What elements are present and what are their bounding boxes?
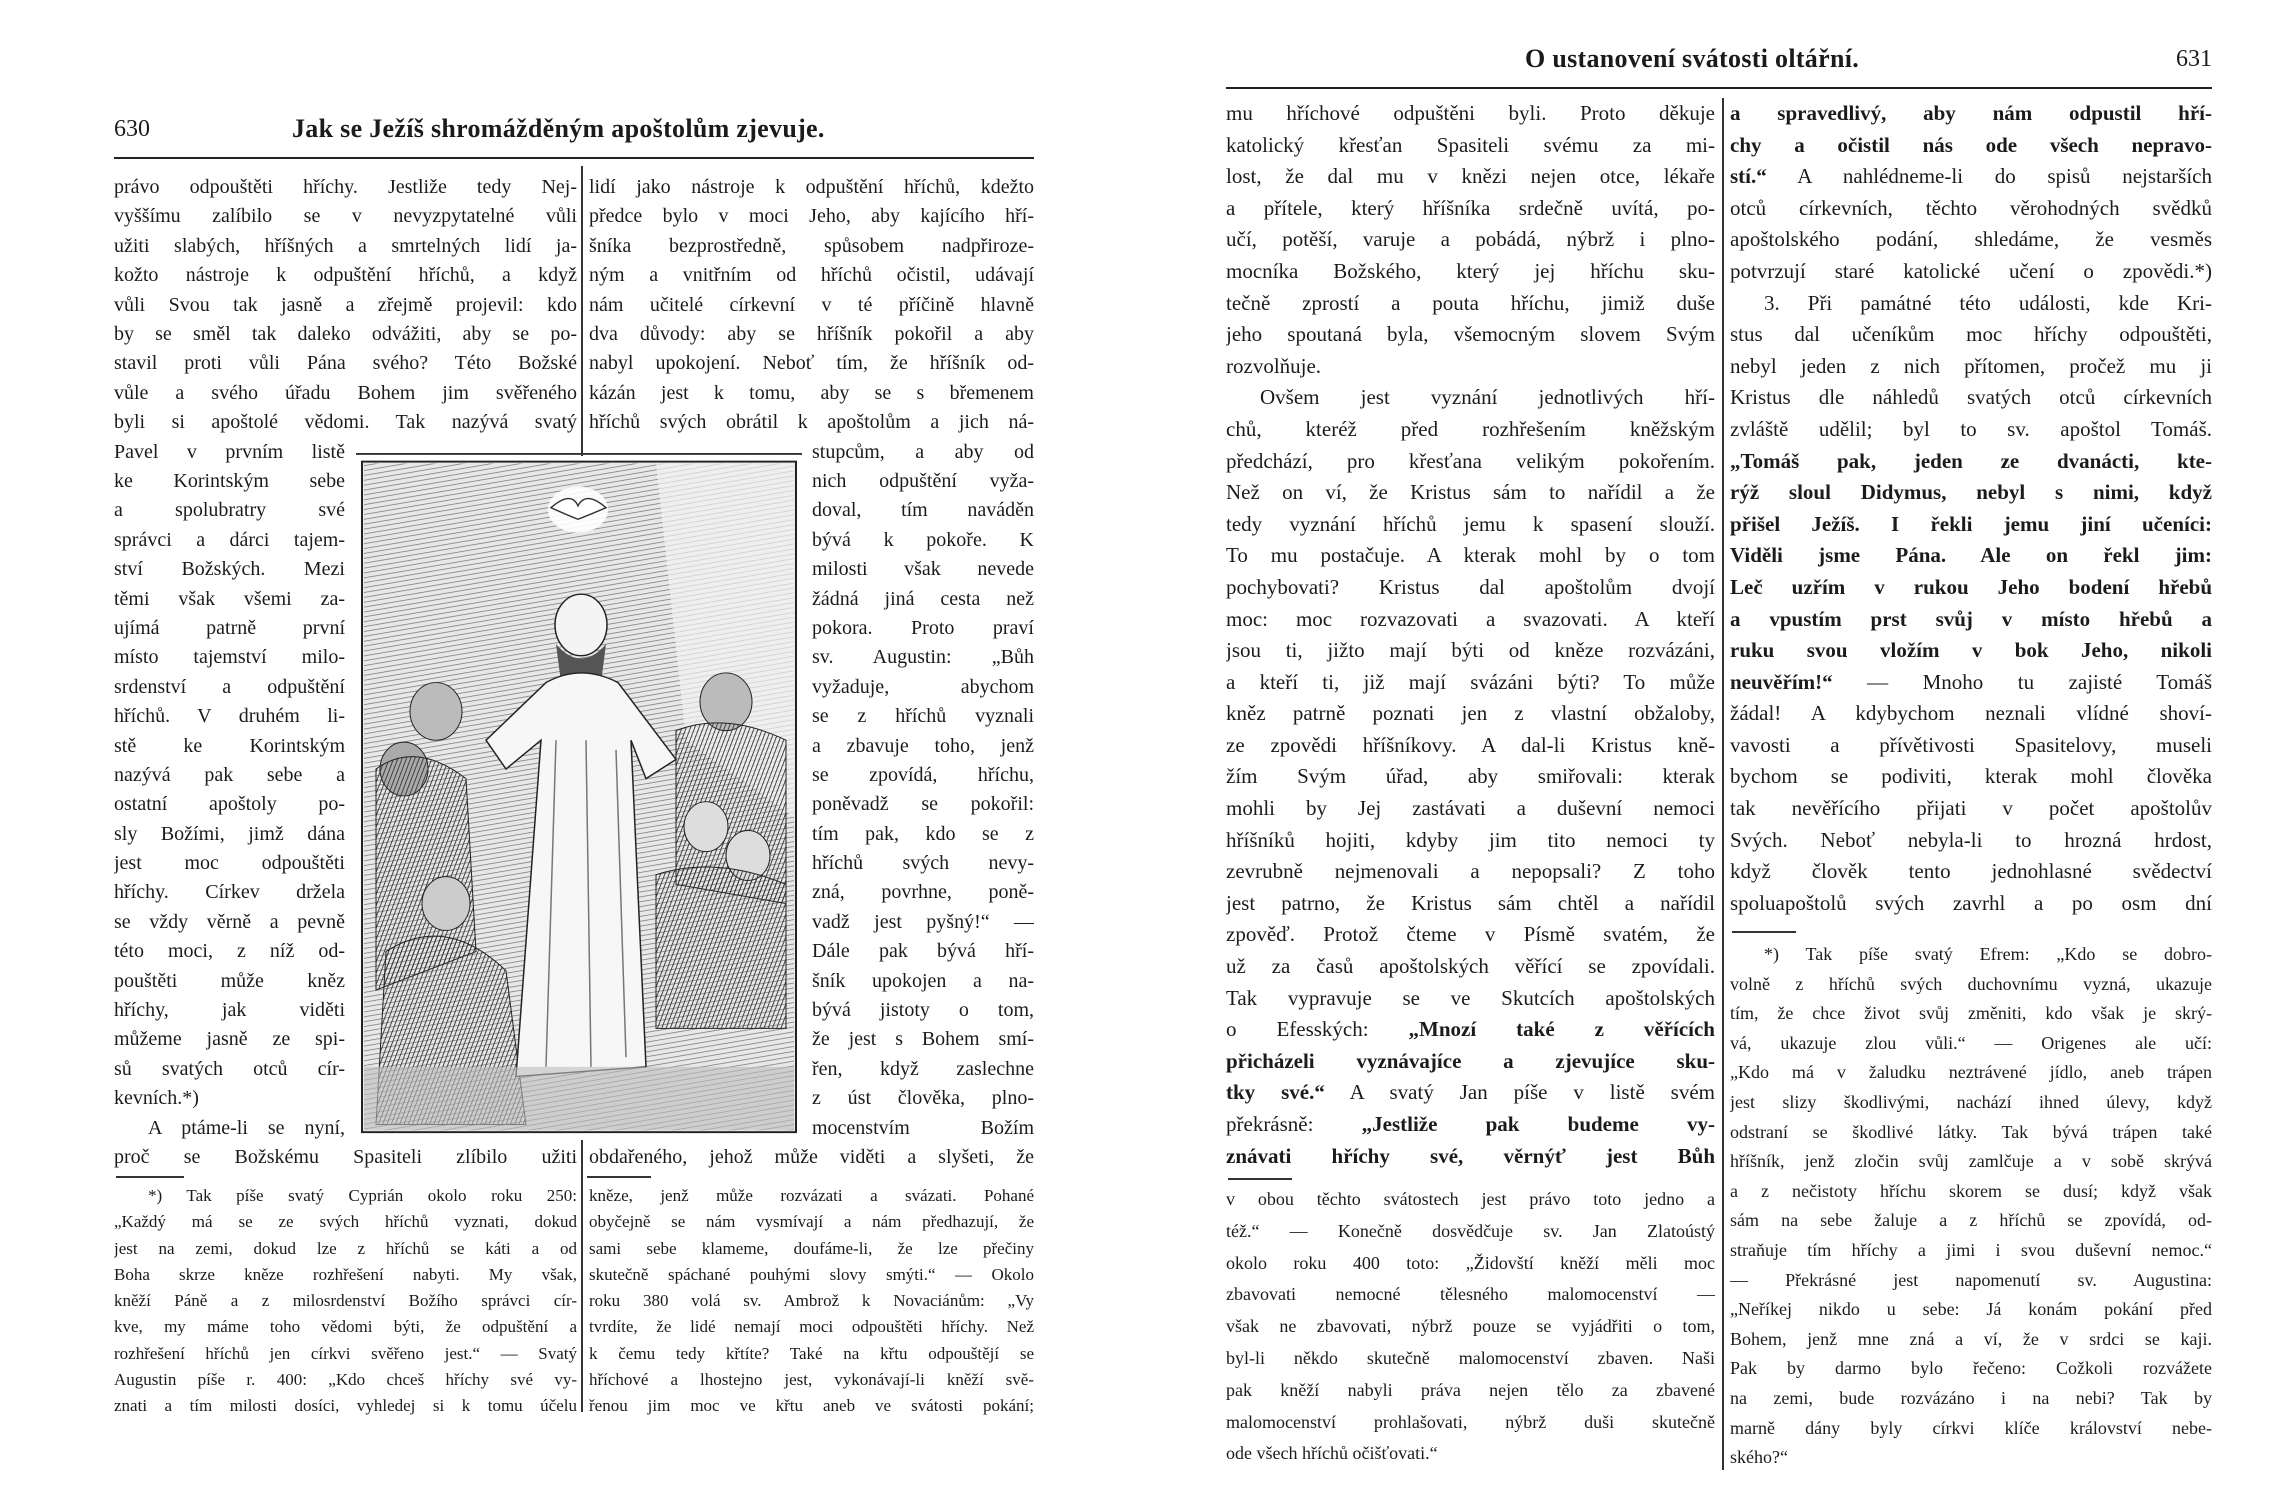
left-page-col2-narrow: [812, 438, 1034, 1143]
text-line: A ptáme-li se nyní,: [148, 1116, 345, 1139]
header-rule-right: [1226, 87, 2212, 89]
text-line: rozhřešení hříchů jen církvi svěřeno jest.“ — Svatý: [114, 1343, 577, 1363]
text-line: *) Tak píše svatý Cyprián okolo roku 250:: [148, 1186, 577, 1205]
header-rule-left: [114, 157, 1034, 159]
text-line: odstraní se škodlivé látky. Tak bývá trápen také: [1730, 1121, 2212, 1142]
text-line: hříchy. Církev držela: [114, 881, 345, 904]
text-line: sly Božími, jimž dána: [114, 822, 345, 845]
bold-text: ruku svou vložím v bok Jeho, nikoli: [1730, 638, 2212, 663]
text-line: kněží Páně a z milosrdenství Božího správci cír-: [114, 1291, 577, 1311]
text-line: hříchy, jak viděti: [114, 999, 345, 1022]
text-line: bývá jistoty o tom,: [812, 999, 1034, 1022]
text-line: zevrubně nejmenovali a nepopsali? Z toho: [1226, 859, 1715, 884]
text-line: a z nečistoty hříchu skorem se dusí; když však: [1730, 1180, 2212, 1201]
text-line: pak kněží nabyli práva nejen tělo za zbavené: [1226, 1379, 1715, 1400]
text-line: zpověď. Protož čteme v Písmě svatém, že: [1226, 922, 1715, 947]
text-line: jest slizy škodlivými, nachází ihned úlevy, když: [1730, 1091, 2212, 1112]
left-page-col2-bottom: [589, 1143, 1034, 1172]
text-line: řenou jim moc ve křtu aneb ve svátosti pokání;: [589, 1396, 1034, 1416]
right-page-col2: [1730, 98, 2212, 919]
text-line: ze zpovědi hříšníkovy. A dal-li Kristus kně-: [1226, 732, 1715, 757]
left-page-col1-bottom: [114, 1143, 577, 1172]
text-line: [1730, 98, 2212, 130]
text-line: Ovšem jest vyznání jednotlivých hří-: [1260, 385, 1715, 410]
footnote-rule-left-col2: [587, 1176, 651, 1178]
text-line: roku 380 volá sv. Ambrož k Novaciánům: „Vy: [589, 1291, 1034, 1311]
bold-text: Leč uzřím v rukou Jeho bodení hřebů: [1730, 574, 2212, 599]
text-line: byl-li někdo skutečně malomocenství zbaven. Naši: [1226, 1347, 1715, 1368]
text-line: a spolubratry své: [114, 499, 345, 522]
text-line: Dále pak bývá hří-: [812, 940, 1034, 963]
text-line: kněz patrně poznati jen z vlastní obžaloby,: [1226, 701, 1715, 726]
text-line: Než on ví, že Kristus sám to nařídil a že: [1226, 480, 1715, 505]
engraving-illustration: [356, 452, 802, 1136]
text-line: žádná jiná cesta než: [812, 587, 1034, 610]
text-line: na zemi, bude rozvázáno i na nebi? Tak by: [1730, 1387, 2212, 1408]
text-line: vůli Svou tak jasně a zřejmě projevil: kdo: [114, 293, 577, 316]
dove-icon: [548, 487, 608, 533]
text-line: kevních.*): [114, 1087, 199, 1110]
text-line: mu hříchové odpuštěni byli. Proto děkuje: [1226, 101, 1715, 125]
text-line: též.“ — Konečně dosvědčuje sv. Jan Zlatoústý: [1226, 1220, 1715, 1241]
text-line: nich odpuštění vyža-: [812, 469, 1034, 492]
text-line: tím pak, kdo se z: [812, 822, 1034, 845]
page-number-right: 631: [2176, 46, 2212, 72]
text-line: těmi však všemi za-: [114, 587, 345, 610]
text-line: Svých. Neboť nebyla-li to hrozná hrdost,: [1730, 827, 2212, 852]
text-line: dva důvody: aby se hříšník pokořil a aby: [589, 322, 1034, 345]
text-line: Kristus dle náhledů svatých otců církevních: [1730, 385, 2212, 410]
text-line: sami sebe klameme, doufáme-li, že lze přečiny: [589, 1238, 1034, 1258]
text-line: hříšník, jenž zločin svůj zamlčuje a v sobě skrývá: [1730, 1151, 2212, 1172]
text-line: pokora. Proto praví: [812, 616, 1034, 639]
text-line: sů svatých otců cír-: [114, 1057, 345, 1080]
text-line: [1730, 477, 2212, 509]
text-line: — Překrásné jest napomenutí sv. Augustina:: [1730, 1269, 2212, 1290]
running-head-left: Jak se Ježíš shromážděným apoštolům zjevuje.: [292, 114, 825, 143]
text-line: katolický křesťan Spasiteli svému za mi-: [1226, 132, 1715, 157]
bold-text: tky své.“: [1226, 1080, 1325, 1105]
text-line: užiti slabých, hříšných a smrtelných lidí ja-: [114, 234, 577, 257]
text-line: tak nevěřícího přijati v počet apoštolův: [1730, 796, 2212, 821]
text-line: bývá k pokoře. K: [812, 528, 1034, 551]
text-line: Pak by darmo bylo řečeno: Cožkoli rozvážete: [1730, 1358, 2212, 1379]
text-line: šník upokojen a na-: [812, 969, 1034, 992]
left-page-col1-top: [114, 173, 577, 438]
text-line: [1730, 130, 2212, 162]
right-page-footnote-col2: [1730, 940, 2212, 1473]
bold-text: a spravedlivý, aby nám odpustil hří-: [1730, 101, 2212, 125]
text-line: [1226, 1046, 1715, 1078]
text-line: malomocenství prohlašovati, nýbrž duši skutečně: [1226, 1411, 1715, 1432]
text-line: tedy vyznání hříchů jemu k spasení slouží.: [1226, 511, 1715, 536]
text-line: žádal! A kdybychom neznali vlídné shoví-: [1730, 701, 2212, 726]
text-line: chů, kteréž před rozhřešením kněžským: [1226, 416, 1715, 441]
text-line: [1730, 540, 2212, 572]
bold-text: přicházeli vyznávajíce a zjevujíce sku-: [1226, 1048, 1715, 1073]
text-line: pouštěti může kněz: [114, 969, 345, 992]
text-line: marně dány byly církvi klíče království nebe-: [1730, 1417, 2212, 1438]
text-line: však ne zbavovati, nýbrž pouze se vyjádřiti o tom,: [1226, 1316, 1715, 1337]
bold-text: a vpustím prst svůj v místo hřebů a: [1730, 606, 2212, 631]
text-line: zvláště udělil; byl to sv. apoštol Tomáš.: [1730, 416, 2212, 441]
text-line: kněze, jenž může rozvázati a svázati. Pohané: [589, 1186, 1034, 1205]
text-line: jsou ti, jižto mají býti od kněze rozvázáni,: [1226, 638, 1715, 663]
text-line: můžeme jasně ze spi-: [114, 1028, 345, 1051]
text-line: spoluapoštolů svých zavrhl a po osm dní: [1730, 890, 2212, 915]
text-line: nabyl upokojení. Neboť tím, že hříšník od-: [589, 352, 1034, 375]
text-line: kožto nástroje k odpuštění hříchů, a když: [114, 264, 577, 287]
text-line: Tak vypravuje se ve Skutcích apoštolských: [1226, 985, 1715, 1010]
text-line: když člověk tento jednohlasné svědectví: [1730, 859, 2212, 884]
bold-text: stí.“: [1730, 164, 1767, 189]
text-line: neuvěřím!“ — Mnoho tu zajisté Tomáš: [1730, 669, 2212, 694]
text-line: vadž jest pyšný!“ —: [812, 910, 1034, 933]
text-line: [1730, 572, 2212, 604]
text-line: jest moc odpouštěti: [114, 852, 345, 875]
text-line: k čemu tedy křtíte? Také na křtu odpouštějí se: [589, 1343, 1034, 1363]
text-line: se vždy věrně a pevně: [114, 910, 345, 933]
text-line: volně z hříchů svých duchovnímu vyzná, ukazuje: [1730, 973, 2212, 994]
bold-text: „Jestliže pak budeme vy-: [1361, 1112, 1715, 1136]
text-line: pochybovati? Kristus dal apoštolům dvojí: [1226, 574, 1715, 599]
text-line: stí.“ A nahlédneme-li do spisů nejstarších: [1730, 164, 2212, 189]
text-line: hříchové a lhostejno jest, vykonávají-li kněží svě-: [589, 1370, 1034, 1390]
text-line: lost, že dal mu v knězi nejen otce, lékaře: [1226, 164, 1715, 189]
text-line: a kteří ti, již mají svázáni býti? To může: [1226, 669, 1715, 694]
text-line: „Každý má se ze svých hříchů vyznati, dokud: [114, 1212, 577, 1232]
text-line: kázán jest k tomu, aby se s břemenem: [589, 381, 1034, 404]
text-line: apoštolského podání, shledáme, že vesměs: [1730, 227, 2212, 252]
text-line: vyššímu zalíbilo se v nevyzpytatelné vůli: [114, 205, 577, 228]
text-line: nebyl jeden z nich přítomen, pročež mu ji: [1730, 353, 2212, 378]
text-line: „Neříkej nikdo u sebe: Já konám pokání před: [1730, 1299, 2212, 1320]
text-line: stus dal učeníkům moc hříchy odpouštěti,: [1730, 322, 2212, 347]
text-line: ostatní apoštoly po-: [114, 793, 345, 816]
text-line: vavosti a přívětivosti Spasitelovy, museli: [1730, 732, 2212, 757]
text-line: této moci, z níž od-: [114, 940, 345, 963]
text-line: [1730, 446, 2212, 478]
text-line: tvrdíte, že lidé nemají moci odpouštěti hříchy. Než: [589, 1317, 1034, 1337]
text-line: se zpovídá, hříchu,: [812, 763, 1034, 786]
text-line: srdenství a odpuštění: [114, 675, 345, 698]
text-line: [1730, 604, 2212, 636]
text-line: a přítele, který hříšníka srdečně uvítá, po-: [1226, 195, 1715, 220]
text-line: stupcům, a aby od: [812, 440, 1034, 463]
text-line: okolo roku 400 toto: „Židovští kněží měli moc: [1226, 1252, 1715, 1273]
text-line: ke Korintským sebe: [114, 469, 345, 492]
text-line: už za časů apoštolských věřící se zpovídali.: [1226, 954, 1715, 979]
text-line: stě ke Korintským: [114, 734, 345, 757]
running-head-right: O ustanovení svátosti oltářní.: [1525, 44, 1860, 73]
page-number-left: 630: [114, 116, 150, 142]
left-page-col2-top: [589, 173, 1034, 438]
text-line: že jest s Bohem smí-: [812, 1028, 1034, 1051]
text-line: ujímá patrně první: [114, 616, 345, 639]
text-line: tím, že chce život svůj změniti, kdo však je skrý-: [1730, 1003, 2212, 1024]
column-divider-left-lower: [581, 1140, 583, 1412]
text-line: učí, potěší, varuje a pobádá, nýbrž i plno-: [1226, 227, 1715, 252]
text-line: nám učitelé církevní v té příčině hlavně: [589, 293, 1034, 316]
text-line: doval, tím naváděn: [812, 499, 1034, 522]
text-line: [1226, 1141, 1715, 1173]
text-line: straňuje tím hříchy a jimi i svou duševní nemoc.“: [1730, 1239, 2212, 1260]
text-line: právo odpouštěti hříchy. Jestliže tedy Nej-: [114, 176, 577, 198]
text-line: o Efesských: „Mnozí také z věřících: [1226, 1017, 1715, 1042]
text-line: Boha skrze kněze rozhřešení nabyti. My však,: [114, 1264, 577, 1284]
text-line: správci a dárci tajem-: [114, 528, 345, 551]
text-line: milosti však nevede: [812, 558, 1034, 581]
left-page-footnote-col2: [589, 1183, 1034, 1420]
left-page-col1-narrow: [114, 438, 345, 1143]
text-line: potvrzují staré katolické učení o zpovědi.*): [1730, 258, 2212, 283]
text-line: *) Tak píše svatý Efrem: „Kdo se dobro-: [1764, 944, 2212, 964]
text-line: otců církevních, těchto věrohodných svědků: [1730, 195, 2212, 220]
text-line: rozvolňuje.: [1226, 353, 1322, 378]
text-line: Bohem, jenž mne zná a ví, že v srdci se kaji.: [1730, 1328, 2212, 1349]
left-page-footnote-col1: [114, 1183, 577, 1420]
text-line: „Kdo má v žaludku neztrávené jídlo, aneb trápen: [1730, 1062, 2212, 1083]
bold-text: znávati hříchy své, věrnýť jest Bůh: [1226, 1143, 1715, 1168]
footnote-rule-right-col2: [1732, 931, 1796, 933]
text-line: To mu postačuje. A kterak mohl by o tom: [1226, 543, 1715, 568]
text-line: ode všech hříchů očišťovati.“: [1226, 1443, 1438, 1464]
text-line: vá, ukazuje zlou vůli.“ — Origenes ale učí:: [1730, 1032, 2212, 1053]
text-line: se z hříchů vyznali: [812, 705, 1034, 728]
text-line: Pavel v prvním listě: [114, 440, 345, 463]
bold-text: „Mnozí také z věřících: [1408, 1017, 1715, 1042]
text-line: překrásně: „Jestliže pak budeme vy-: [1226, 1112, 1715, 1136]
bold-text: rýž sloul Didymus, nebyl s nimi, když: [1730, 480, 2212, 505]
text-line: mocníka Božského, který jej hříchu sku-: [1226, 258, 1715, 283]
text-line: lidí jako nástroje k odpuštění hříchů, kdežto: [589, 176, 1034, 198]
text-line: ského?“: [1730, 1447, 1788, 1468]
text-line: Augustin píše r. 400: „Kdo chceš hříchy své vy-: [114, 1370, 577, 1390]
text-line: ným a vnitřním od hříchů očistil, udávají: [589, 264, 1034, 287]
text-line: tky své.“ A svatý Jan píše v listě svém: [1226, 1080, 1715, 1105]
footnote-rule-left-col1: [116, 1176, 184, 1178]
text-line: bychom se podiviti, kterak mohl člověka: [1730, 764, 2212, 789]
text-line: zná, povrhne, poně-: [812, 881, 1034, 904]
floor: [364, 1067, 794, 1130]
bold-text: chy a očistil nás ode všech nepravo-: [1730, 132, 2212, 157]
text-line: ství Božských. Mezi: [114, 558, 345, 581]
text-line: předchází, pro křesťana velikým pokořením.: [1226, 448, 1715, 473]
right-page-footnote-col1: [1226, 1184, 1715, 1470]
text-line: moc: moc rozvazovati a svazovati. A kteří: [1226, 606, 1715, 631]
text-line: vyžaduje, abychom: [812, 675, 1034, 698]
column-divider-right: [1722, 98, 1724, 1470]
text-line: šníka bezprostředně, spůsobem nadpřiroze-: [589, 234, 1034, 257]
footnote-rule-right-col1: [1228, 1178, 1292, 1180]
text-line: skutečně spáchané pouhými slovy smýti.“ — Okolo: [589, 1264, 1034, 1284]
text-line: místo tajemství milo-: [114, 646, 345, 669]
text-line: stavil proti vůli Pána svého? Této Božské: [114, 352, 577, 375]
bold-text: přišel Ježíš. I řekli jemu jiní učeníci:: [1730, 511, 2212, 536]
bold-text: neuvěřím!“: [1730, 669, 1833, 694]
text-line: hříšníků hojiti, kdyby jim tito nemoci ty: [1226, 827, 1715, 852]
text-line: řen, když zaslechne: [812, 1057, 1034, 1080]
text-line: zbavovati nemocné tělesného malomocenství —: [1226, 1284, 1715, 1305]
text-line: jeho spoutaná byla, všemocným slovem Svým: [1226, 322, 1715, 347]
text-line: a zbavuje toho, jenž: [812, 734, 1034, 757]
text-line: obdařeného, jehož může viděti a slyšeti, že: [589, 1146, 1034, 1168]
text-line: znati a tím milosti dosíci, vyhledej si k tomu účelu: [114, 1396, 577, 1416]
text-line: proč se Božskému Spasiteli zlíbilo užiti: [114, 1146, 577, 1168]
text-line: tečně zprostí a pouta hříchu, jimiž duše: [1226, 290, 1715, 315]
text-line: jest na zemi, dokud lze z hříchů se káti a od: [114, 1238, 577, 1258]
text-line: vůle a svého úřadu Bohem jim svěřeného: [114, 381, 577, 404]
text-line: obyčejně se nám vysmívají a nám předhazují, že: [589, 1212, 1034, 1232]
text-line: sám na sebe žaluje a z hříchů se zpovídá, od-: [1730, 1210, 2212, 1231]
text-line: byli si apoštolé vědomi. Tak nazývá svatý: [114, 411, 577, 434]
right-page-col1: [1226, 98, 1715, 1172]
text-line: sv. Augustin: „Bůh: [812, 646, 1034, 669]
text-line: hříchů svých nevy-: [812, 852, 1034, 875]
bold-text: Viděli jsme Pána. Ale on řekl jim:: [1730, 543, 2212, 568]
text-line: z úst člověka, plno-: [812, 1087, 1034, 1110]
text-line: [1730, 509, 2212, 541]
text-line: poněvadž se pokořil:: [812, 793, 1034, 816]
column-divider-left-upper: [581, 166, 583, 456]
text-line: předce bylo v moci Jeho, aby kajícího hří-: [589, 205, 1034, 228]
bold-text: „Tomáš pak, jeden ze dvanácti, kte-: [1730, 448, 2212, 473]
text-line: 3. Při památné této události, kde Kri-: [1764, 290, 2212, 315]
text-line: by se směl tak daleko odvážiti, aby se po-: [114, 322, 577, 345]
text-line: mohli by Jej zastávati a duševní nemoci: [1226, 796, 1715, 821]
text-line: nazývá pak sebe a: [114, 763, 345, 786]
text-line: [1730, 635, 2212, 667]
text-line: kve, my máme toho vědomi býti, že odpuštění a: [114, 1317, 577, 1337]
text-line: jest patrno, že Kristus sám chtěl a nařídil: [1226, 890, 1715, 915]
text-line: hříchů. V druhém li-: [114, 705, 345, 728]
text-line: mocenstvím Božím: [812, 1116, 1034, 1139]
text-line: v obou těchto svátostech jest právo toto jedno a: [1226, 1189, 1715, 1209]
text-line: hříchů svých obrátil k apoštolům a jich ná-: [589, 411, 1034, 434]
text-line: žím Svým úřad, aby smiřovali: kterak: [1226, 764, 1715, 789]
